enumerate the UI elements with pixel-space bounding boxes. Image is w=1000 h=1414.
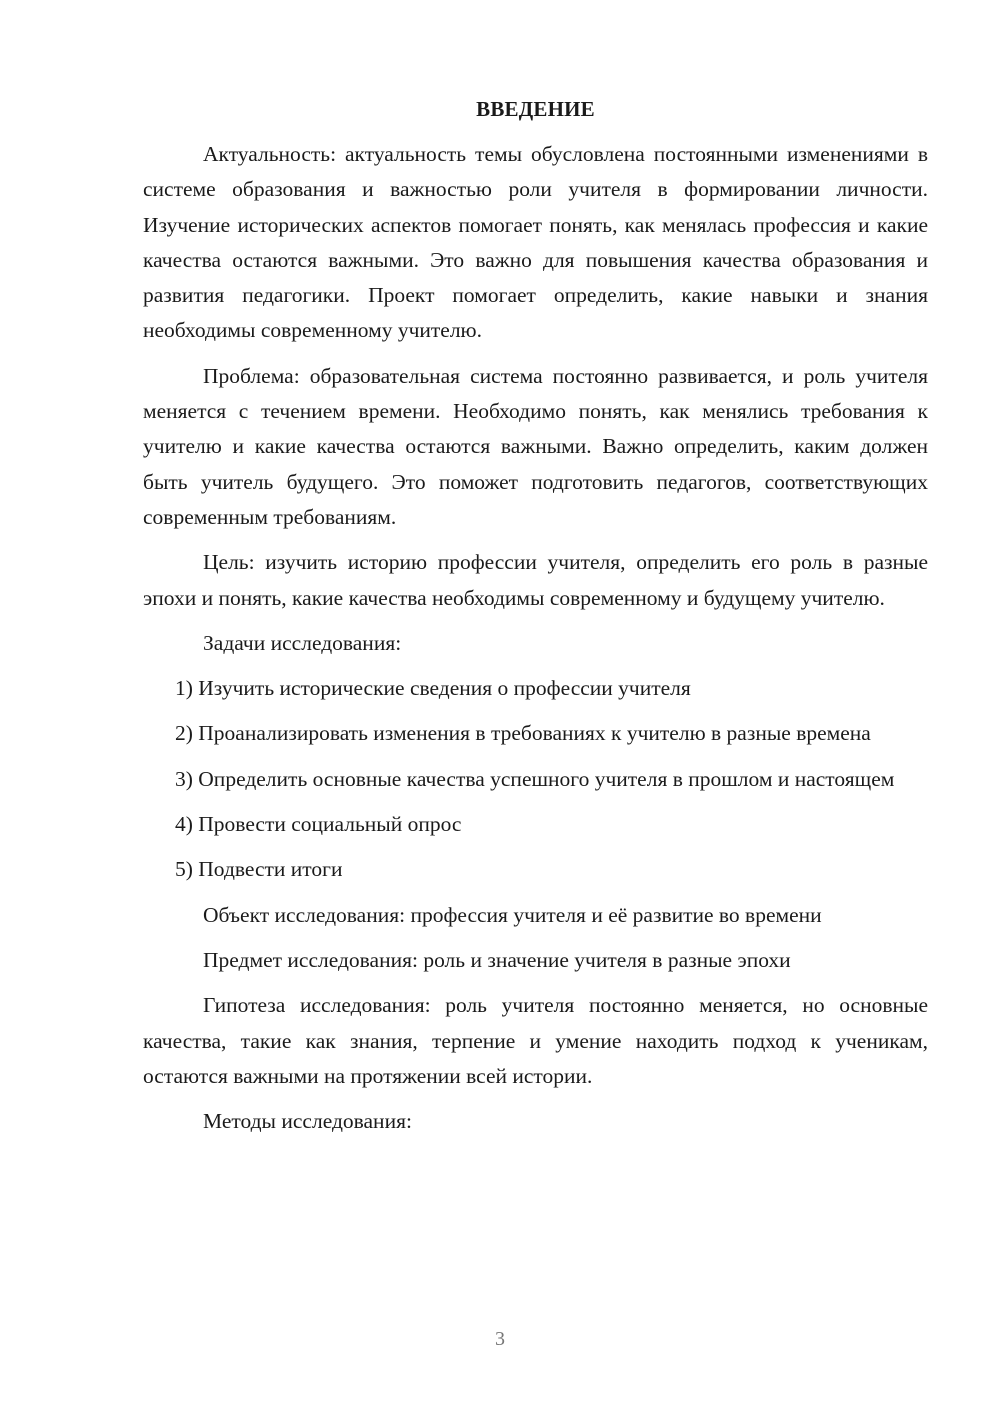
- task-item: 5) Подвести итоги: [175, 857, 343, 882]
- task-item: 2) Проанализировать изменения в требованиях к учителю в разные времена: [175, 721, 871, 746]
- paragraph-object: Объект исследования: профессия учителя и её развитие во времени: [203, 902, 822, 927]
- tasks-list: [143, 671, 928, 887]
- paragraph-subject: Предмет исследования: роль и значение учителя в разные эпохи: [203, 947, 791, 972]
- paragraph-goal: Цель: изучить историю профессии учителя, определить его роль в разные эпохи и понять, какие качества необходимы современному и будущему учителю.: [143, 550, 928, 610]
- task-item: 1) Изучить исторические сведения о профессии учителя: [175, 676, 691, 701]
- paragraph-hypothesis: Гипотеза исследования: роль учителя постоянно меняется, но основные качества, такие как знания, терпение и умение находить подход к ученикам, остаются важными на протяжении всей истории.: [143, 993, 928, 1088]
- methods-heading: Методы исследования:: [203, 1109, 412, 1134]
- task-item: 4) Провести социальный опрос: [175, 812, 462, 837]
- section-title: ВВЕДЕНИЕ: [476, 97, 595, 121]
- page-number: 3: [495, 1328, 505, 1350]
- task-item: 3) Определить основные качества успешного учителя в прошлом и настоящем: [175, 766, 895, 791]
- paragraph-relevance: Актуальность: актуальность темы обусловлена постоянными изменениями в системе образования и важностью роли учителя в формировании личности. Изучение исторических аспектов помогает понять, как менялась профессия и какие качества остаются важными. Это важно для повышения качества образования и развития педагогики. Проект помогает определить, какие навыки и знания необходимы современному учителю.: [143, 142, 928, 343]
- document-page: [143, 92, 928, 1149]
- tasks-heading: Задачи исследования:: [203, 630, 402, 655]
- paragraph-problem: Проблема: образовательная система постоянно развивается, и роль учителя меняется с течением времени. Необходимо понять, как менялись требования к учителю и какие качества остаются важными. Важно определить, каким должен быть учитель будущего. Это поможет подготовить педагогов, соответствующих современным требованиям.: [143, 363, 928, 529]
